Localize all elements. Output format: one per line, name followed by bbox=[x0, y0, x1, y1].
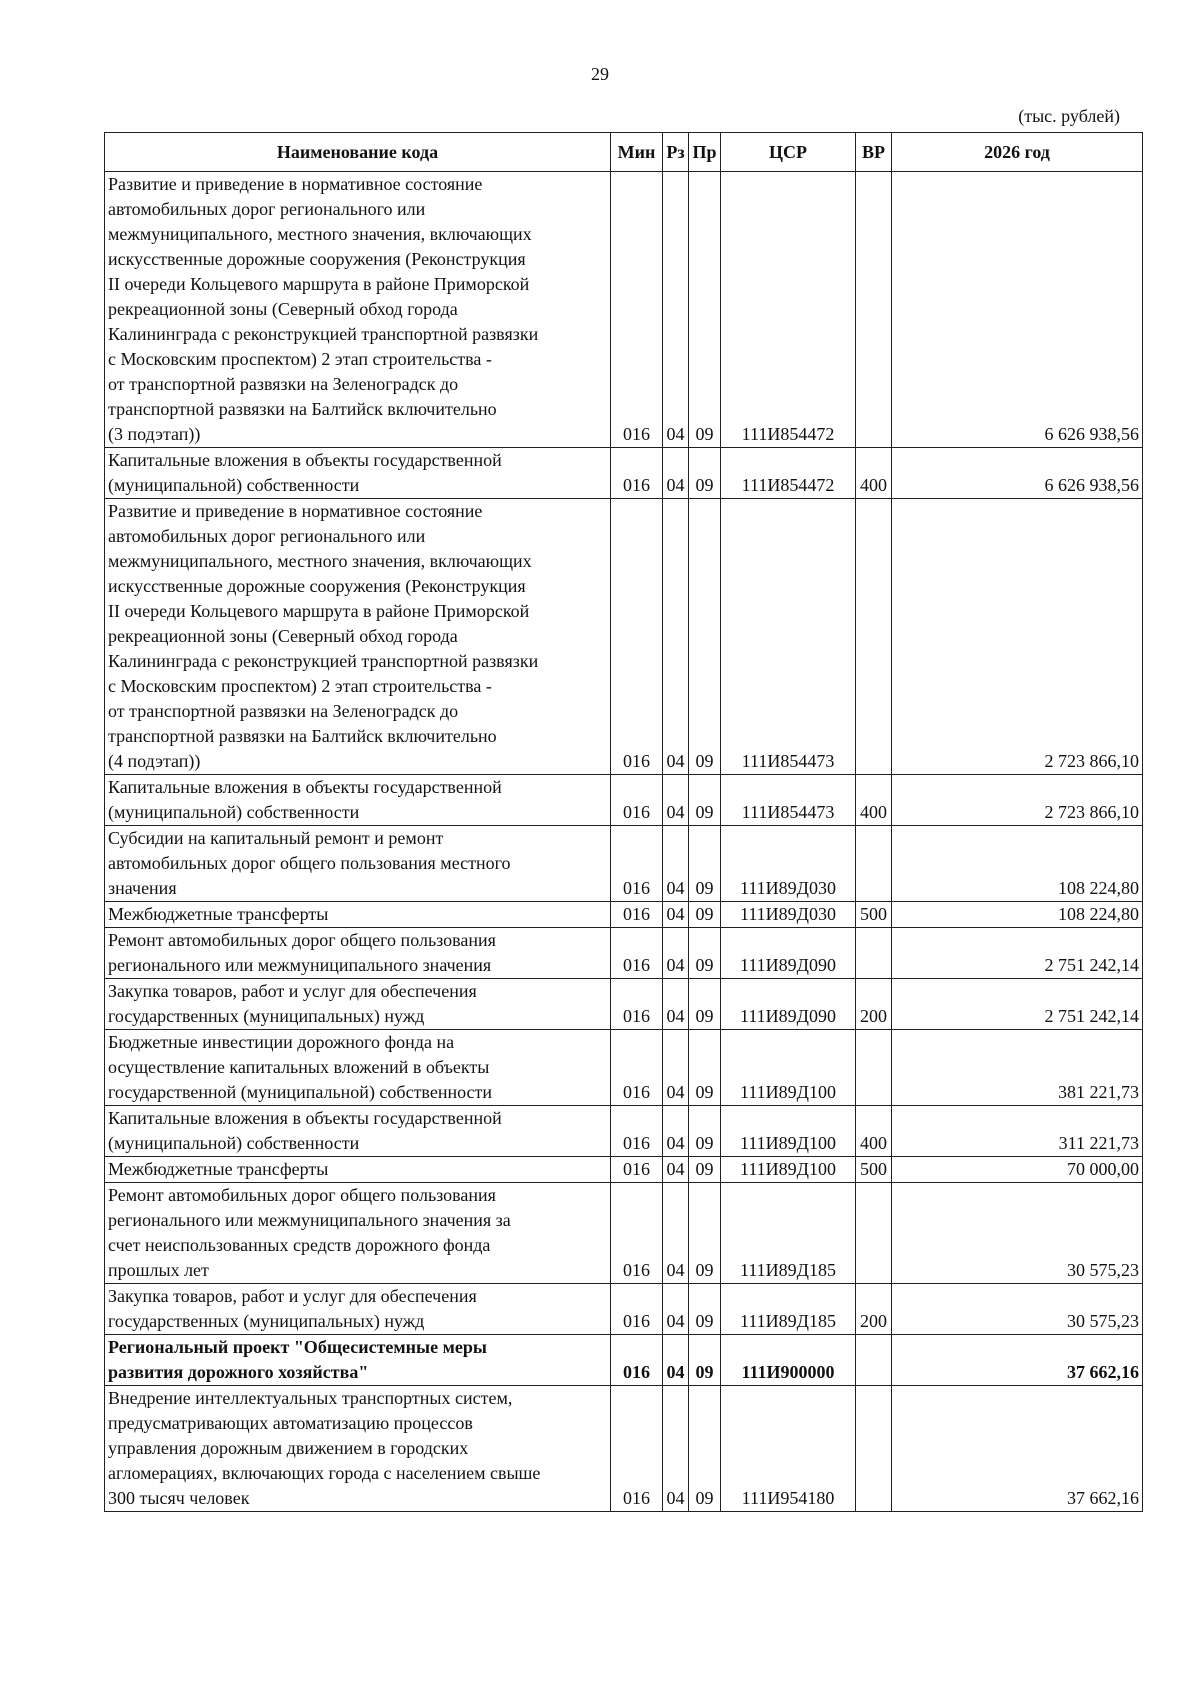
row-min: 016 bbox=[611, 1183, 663, 1284]
row-vr: 200 bbox=[856, 979, 892, 1030]
row-min: 016 bbox=[611, 979, 663, 1030]
row-name: Капитальные вложения в объекты государственной (муниципальной) собственности bbox=[105, 1106, 611, 1157]
row-vr bbox=[856, 1030, 892, 1106]
row-pr: 09 bbox=[689, 172, 721, 448]
row-pr: 09 bbox=[689, 448, 721, 499]
row-csr: 111И89Д185 bbox=[721, 1183, 856, 1284]
row-value: 108 224,80 bbox=[892, 902, 1143, 928]
row-pr: 09 bbox=[689, 1030, 721, 1106]
row-vr bbox=[856, 1386, 892, 1512]
row-name: Межбюджетные трансферты bbox=[105, 902, 611, 928]
table-row bbox=[105, 172, 1143, 448]
row-name: Капитальные вложения в объекты государственной (муниципальной) собственности bbox=[105, 448, 611, 499]
table-row bbox=[105, 448, 1143, 499]
table-row bbox=[105, 1030, 1143, 1106]
row-name: Капитальные вложения в объекты государственной (муниципальной) собственности bbox=[105, 775, 611, 826]
row-rz: 04 bbox=[663, 499, 689, 775]
row-rz: 04 bbox=[663, 1386, 689, 1512]
row-pr: 09 bbox=[689, 499, 721, 775]
row-name: Развитие и приведение в нормативное состояние автомобильных дорог регионального или межмуниципального, местного значения, включающих искусственные дорожные сооружения (Реконструкция II очереди Кольцевого маршрута в районе Приморской рекреационной зоны (Северный обход города Калининграда с реконструкцией транспортной развязки с Московским проспектом) 2 этап строительства - от транспортной развязки на Зеленоградск до транспортной развязки на Балтийск включительно (4 подэтап)) bbox=[105, 499, 611, 775]
row-csr: 111И854473 bbox=[721, 775, 856, 826]
row-vr: 500 bbox=[856, 902, 892, 928]
row-min: 016 bbox=[611, 1284, 663, 1335]
table-row bbox=[105, 1386, 1143, 1512]
row-csr: 111И854473 bbox=[721, 499, 856, 775]
row-vr bbox=[856, 826, 892, 902]
row-csr: 111И854472 bbox=[721, 448, 856, 499]
row-rz: 04 bbox=[663, 979, 689, 1030]
row-min: 016 bbox=[611, 902, 663, 928]
row-name: Субсидии на капитальный ремонт и ремонт автомобильных дорог общего пользования местного значения bbox=[105, 826, 611, 902]
row-min: 016 bbox=[611, 499, 663, 775]
row-value: 70 000,00 bbox=[892, 1157, 1143, 1183]
row-rz: 04 bbox=[663, 775, 689, 826]
row-rz: 04 bbox=[663, 902, 689, 928]
header-csr: ЦСР bbox=[721, 133, 856, 172]
header-row bbox=[105, 133, 1143, 172]
row-vr: 400 bbox=[856, 775, 892, 826]
row-value: 108 224,80 bbox=[892, 826, 1143, 902]
row-rz: 04 bbox=[663, 826, 689, 902]
table-row bbox=[105, 902, 1143, 928]
row-pr: 09 bbox=[689, 1157, 721, 1183]
row-min: 016 bbox=[611, 1106, 663, 1157]
row-value: 37 662,16 bbox=[892, 1335, 1143, 1386]
header-pr: Пр bbox=[689, 133, 721, 172]
row-csr: 111И89Д090 bbox=[721, 979, 856, 1030]
table-row bbox=[105, 775, 1143, 826]
row-vr bbox=[856, 1335, 892, 1386]
table-row bbox=[105, 1284, 1143, 1335]
row-name: Развитие и приведение в нормативное состояние автомобильных дорог регионального или межмуниципального, местного значения, включающих искусственные дорожные сооружения (Реконструкция II очереди Кольцевого маршрута в районе Приморской рекреационной зоны (Северный обход города Калининграда с реконструкцией транспортной развязки с Московским проспектом) 2 этап строительства - от транспортной развязки на Зеленоградск до транспортной развязки на Балтийск включительно (3 подэтап)) bbox=[105, 172, 611, 448]
table-row bbox=[105, 1335, 1143, 1386]
row-csr: 111И954180 bbox=[721, 1386, 856, 1512]
row-value: 6 626 938,56 bbox=[892, 448, 1143, 499]
row-vr bbox=[856, 1183, 892, 1284]
row-name: Ремонт автомобильных дорог общего пользования регионального или межмуниципального значения за счет неиспользованных средств дорожного фонда прошлых лет bbox=[105, 1183, 611, 1284]
row-csr: 111И89Д185 bbox=[721, 1284, 856, 1335]
row-vr bbox=[856, 499, 892, 775]
row-min: 016 bbox=[611, 1335, 663, 1386]
row-name: Ремонт автомобильных дорог общего пользования регионального или межмуниципального значения bbox=[105, 928, 611, 979]
row-pr: 09 bbox=[689, 775, 721, 826]
row-min: 016 bbox=[611, 928, 663, 979]
row-min: 016 bbox=[611, 1157, 663, 1183]
row-name: Закупка товаров, работ и услуг для обеспечения государственных (муниципальных) нужд bbox=[105, 1284, 611, 1335]
row-name: Межбюджетные трансферты bbox=[105, 1157, 611, 1183]
row-value: 2 751 242,14 bbox=[892, 928, 1143, 979]
row-value: 6 626 938,56 bbox=[892, 172, 1143, 448]
row-pr: 09 bbox=[689, 826, 721, 902]
row-csr: 111И89Д030 bbox=[721, 902, 856, 928]
table-row bbox=[105, 928, 1143, 979]
row-rz: 04 bbox=[663, 928, 689, 979]
row-csr: 111И89Д100 bbox=[721, 1030, 856, 1106]
row-name: Внедрение интеллектуальных транспортных систем, предусматривающих автоматизацию процессов управления дорожным движением в городских агломерациях, включающих города с населением свыше 300 тысяч человек bbox=[105, 1386, 611, 1512]
table-row bbox=[105, 1106, 1143, 1157]
row-min: 016 bbox=[611, 1386, 663, 1512]
row-rz: 04 bbox=[663, 1106, 689, 1157]
unit-note: (тыс. рублей) bbox=[1018, 106, 1120, 126]
header-value: 2026 год bbox=[892, 133, 1143, 172]
row-pr: 09 bbox=[689, 1335, 721, 1386]
row-pr: 09 bbox=[689, 1106, 721, 1157]
row-rz: 04 bbox=[663, 1030, 689, 1106]
budget-table bbox=[104, 132, 1143, 1512]
row-min: 016 bbox=[611, 826, 663, 902]
row-pr: 09 bbox=[689, 1284, 721, 1335]
row-rz: 04 bbox=[663, 1284, 689, 1335]
header-rz: Рз bbox=[663, 133, 689, 172]
row-pr: 09 bbox=[689, 1386, 721, 1512]
row-rz: 04 bbox=[663, 448, 689, 499]
row-value: 311 221,73 bbox=[892, 1106, 1143, 1157]
table-row bbox=[105, 499, 1143, 775]
row-csr: 111И854472 bbox=[721, 172, 856, 448]
header-name: Наименование кода bbox=[105, 133, 611, 172]
row-vr bbox=[856, 172, 892, 448]
table-row bbox=[105, 1157, 1143, 1183]
row-value: 2 751 242,14 bbox=[892, 979, 1143, 1030]
row-csr: 111И89Д090 bbox=[721, 928, 856, 979]
row-min: 016 bbox=[611, 775, 663, 826]
row-name: Региональный проект "Общесистемные меры развития дорожного хозяйства" bbox=[105, 1335, 611, 1386]
header-min: Мин bbox=[611, 133, 663, 172]
row-min: 016 bbox=[611, 448, 663, 499]
row-vr: 200 bbox=[856, 1284, 892, 1335]
row-vr: 400 bbox=[856, 1106, 892, 1157]
row-name: Закупка товаров, работ и услуг для обеспечения государственных (муниципальных) нужд bbox=[105, 979, 611, 1030]
row-vr: 500 bbox=[856, 1157, 892, 1183]
row-value: 37 662,16 bbox=[892, 1386, 1143, 1512]
row-pr: 09 bbox=[689, 1183, 721, 1284]
row-pr: 09 bbox=[689, 928, 721, 979]
row-csr: 111И89Д100 bbox=[721, 1106, 856, 1157]
row-rz: 04 bbox=[663, 172, 689, 448]
row-csr: 111И89Д100 bbox=[721, 1157, 856, 1183]
row-name: Бюджетные инвестиции дорожного фонда на осуществление капитальных вложений в объекты государственной (муниципальной) собственности bbox=[105, 1030, 611, 1106]
row-csr: 111И900000 bbox=[721, 1335, 856, 1386]
row-rz: 04 bbox=[663, 1183, 689, 1284]
row-vr bbox=[856, 928, 892, 979]
row-value: 30 575,23 bbox=[892, 1183, 1143, 1284]
row-value: 381 221,73 bbox=[892, 1030, 1143, 1106]
header-vr: ВР bbox=[856, 133, 892, 172]
row-vr: 400 bbox=[856, 448, 892, 499]
row-min: 016 bbox=[611, 172, 663, 448]
table-row bbox=[105, 1183, 1143, 1284]
row-rz: 04 bbox=[663, 1157, 689, 1183]
row-csr: 111И89Д030 bbox=[721, 826, 856, 902]
row-value: 2 723 866,10 bbox=[892, 499, 1143, 775]
page-number: 29 bbox=[591, 64, 609, 84]
row-pr: 09 bbox=[689, 979, 721, 1030]
row-pr: 09 bbox=[689, 902, 721, 928]
table-row bbox=[105, 826, 1143, 902]
table-row bbox=[105, 979, 1143, 1030]
row-value: 30 575,23 bbox=[892, 1284, 1143, 1335]
row-rz: 04 bbox=[663, 1335, 689, 1386]
row-value: 2 723 866,10 bbox=[892, 775, 1143, 826]
row-min: 016 bbox=[611, 1030, 663, 1106]
